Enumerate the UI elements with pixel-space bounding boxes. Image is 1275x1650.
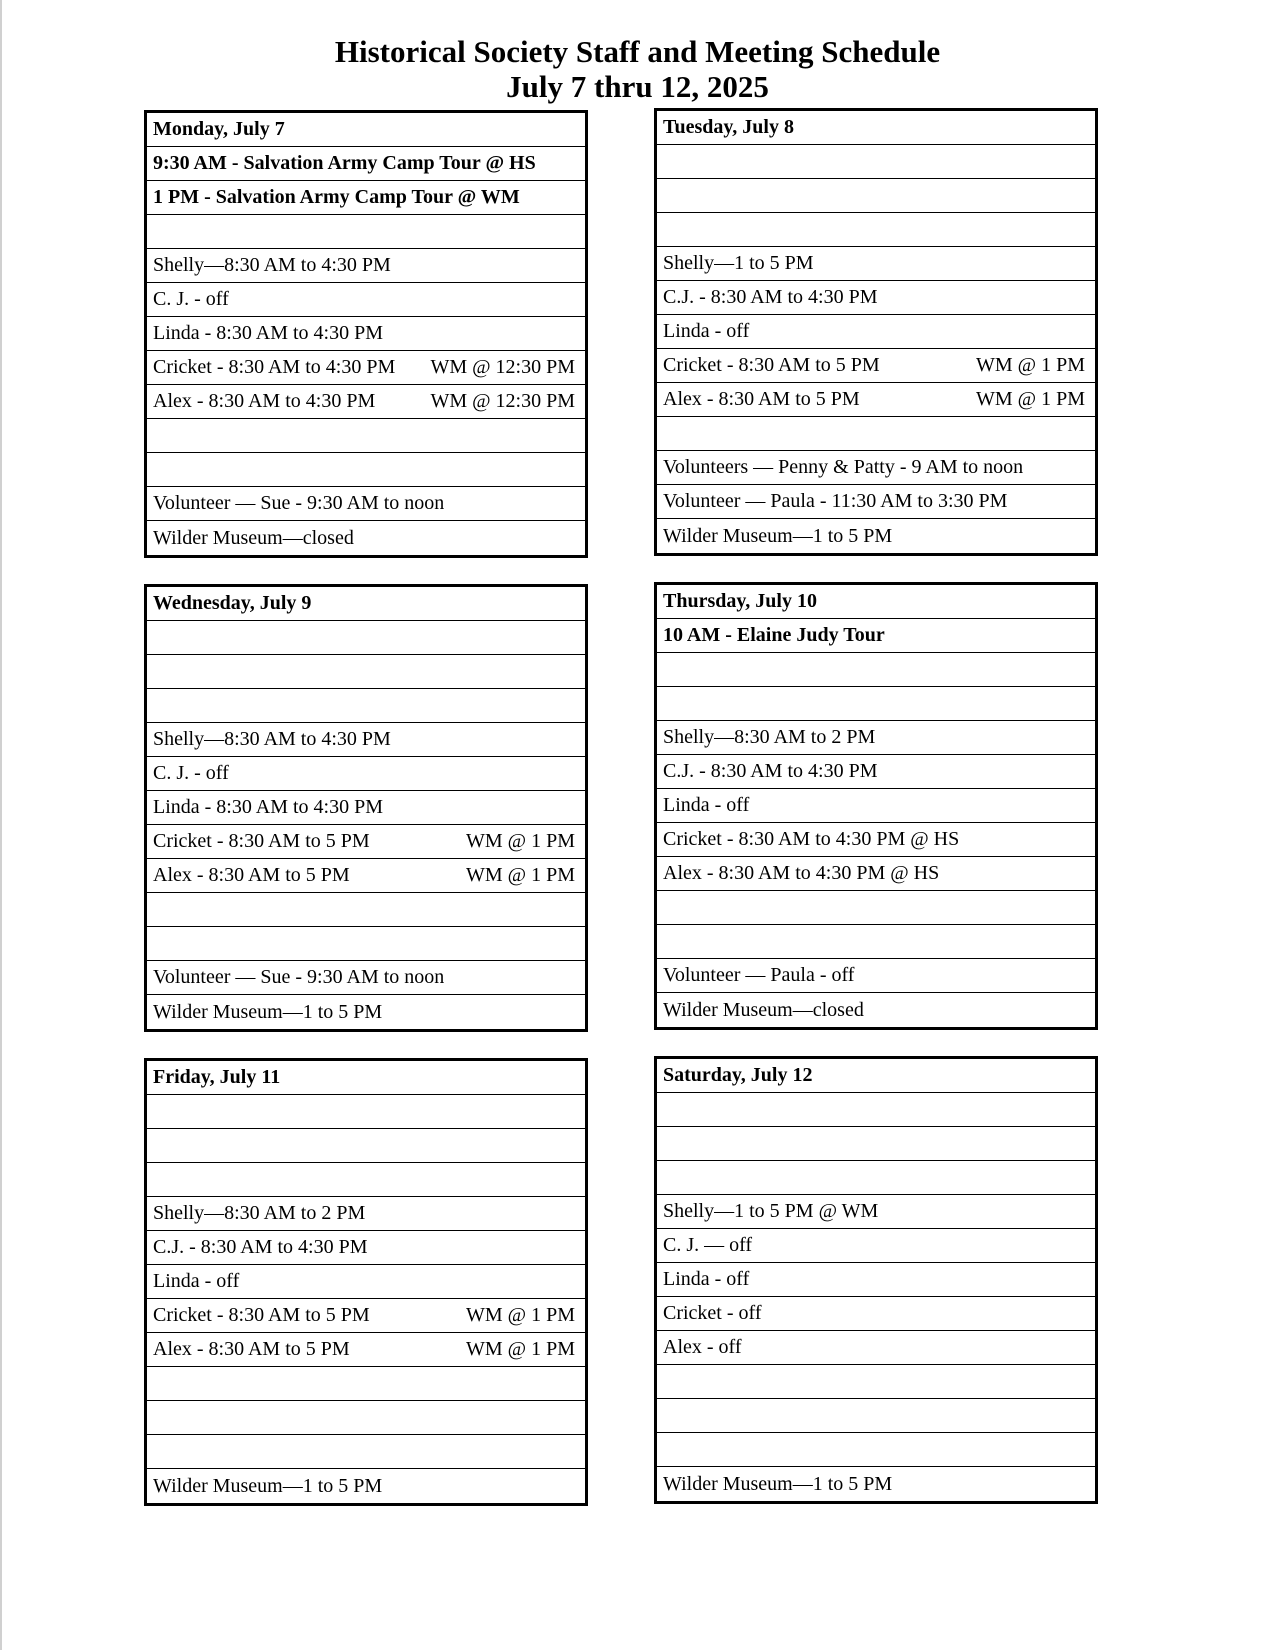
- row-text: Alex - 8:30 AM to 5 PM: [153, 1338, 350, 1360]
- schedule-row: [147, 1333, 585, 1367]
- schedule-row: [657, 687, 1095, 721]
- schedule-row: [657, 925, 1095, 959]
- day-header: [657, 1059, 1095, 1093]
- row-text: 9:30 AM - Salvation Army Camp Tour @ HS: [153, 152, 536, 174]
- day-schedule-saturday: [654, 1056, 1098, 1504]
- schedule-row: [147, 1095, 585, 1129]
- schedule-row: [147, 521, 585, 555]
- title-line-1: Historical Society Staff and Meeting Schedule: [334, 34, 941, 69]
- schedule-row: [657, 1399, 1095, 1433]
- schedule-row: [657, 1093, 1095, 1127]
- row-text: Alex - 8:30 AM to 4:30 PM @ HS: [663, 862, 940, 884]
- day-header: [147, 1061, 585, 1095]
- day-title: Monday, July 7: [153, 118, 285, 140]
- schedule-row: [147, 893, 585, 927]
- schedule-row: [657, 315, 1095, 349]
- schedule-row: [147, 927, 585, 961]
- schedule-row: [657, 857, 1095, 891]
- schedule-row: [147, 723, 585, 757]
- schedule-row: [657, 1467, 1095, 1501]
- day-title: Saturday, July 12: [663, 1064, 813, 1086]
- schedule-row: [147, 283, 585, 317]
- schedule-row: [147, 1231, 585, 1265]
- row-text: Wilder Museum—1 to 5 PM: [663, 1472, 893, 1495]
- day-title: Friday, July 11: [153, 1066, 281, 1088]
- schedule-row: [657, 891, 1095, 925]
- schedule-row: [147, 1401, 585, 1435]
- row-text: Shelly—8:30 AM to 4:30 PM: [153, 254, 391, 276]
- row-location: WM @ 1 PM: [466, 1338, 575, 1360]
- day-header: [147, 587, 585, 621]
- schedule-row: [147, 487, 585, 521]
- schedule-row: [147, 689, 585, 723]
- row-text: Wilder Museum—1 to 5 PM: [663, 524, 893, 547]
- schedule-row: [657, 519, 1095, 553]
- schedule-row: [657, 1195, 1095, 1229]
- schedule-row: [147, 1129, 585, 1163]
- event-row: [147, 181, 585, 215]
- schedule-row: [147, 1435, 585, 1469]
- row-location: WM @ 1 PM: [466, 864, 575, 886]
- schedule-row: [147, 317, 585, 351]
- page-title: [0, 34, 1275, 104]
- schedule-row: [657, 789, 1095, 823]
- schedule-row: [147, 995, 585, 1029]
- schedule-row: [147, 825, 585, 859]
- row-text: Linda - 8:30 AM to 4:30 PM: [153, 322, 384, 344]
- row-text: C. J. - off: [153, 288, 229, 310]
- row-text: C.J. - 8:30 AM to 4:30 PM: [663, 760, 878, 782]
- schedule-row: [147, 961, 585, 995]
- schedule-row: [147, 1299, 585, 1333]
- schedule-row: [147, 791, 585, 825]
- schedule-row: [657, 417, 1095, 451]
- day-title: Tuesday, July 8: [663, 116, 794, 138]
- row-location: WM @ 12:30 PM: [430, 390, 575, 412]
- day-schedule-wednesday: [144, 584, 588, 1032]
- schedule-row: [147, 1265, 585, 1299]
- schedule-row: [657, 1433, 1095, 1467]
- row-text: C. J. — off: [663, 1234, 753, 1256]
- row-text: Shelly—8:30 AM to 2 PM: [663, 726, 876, 748]
- schedule-row: [147, 1367, 585, 1401]
- row-text: Cricket - 8:30 AM to 4:30 PM @ HS: [663, 828, 960, 850]
- row-text: 10 AM - Elaine Judy Tour: [663, 624, 885, 646]
- schedule-row: [657, 349, 1095, 383]
- schedule-row: [147, 1469, 585, 1503]
- schedule-row: [147, 249, 585, 283]
- page-edge: [0, 0, 2, 1650]
- row-text: Alex - 8:30 AM to 5 PM: [663, 388, 860, 410]
- row-location: WM @ 1 PM: [976, 388, 1085, 410]
- schedule-row: [147, 215, 585, 249]
- row-text: Cricket - 8:30 AM to 5 PM: [153, 1304, 370, 1326]
- row-text: Alex - 8:30 AM to 5 PM: [153, 864, 350, 886]
- schedule-row: [657, 721, 1095, 755]
- day-schedule-friday: [144, 1058, 588, 1506]
- schedule-row: [657, 1365, 1095, 1399]
- row-text: Cricket - off: [663, 1302, 762, 1324]
- schedule-row: [657, 383, 1095, 417]
- title-line-2: July 7 thru 12, 2025: [506, 69, 769, 104]
- schedule-row: [657, 653, 1095, 687]
- schedule-row: [147, 351, 585, 385]
- schedule-row: [147, 419, 585, 453]
- row-text: Wilder Museum—closed: [153, 526, 354, 549]
- row-text: Shelly—1 to 5 PM: [663, 252, 814, 274]
- row-text: Volunteer — Sue - 9:30 AM to noon: [153, 966, 445, 988]
- row-text: Volunteers — Penny & Patty - 9 AM to noon: [663, 456, 1024, 478]
- schedule-row: [147, 757, 585, 791]
- schedule-row: [147, 655, 585, 689]
- row-text: Linda - off: [153, 1270, 240, 1292]
- row-text: Linda - 8:30 AM to 4:30 PM: [153, 796, 384, 818]
- schedule-row: [657, 755, 1095, 789]
- schedule-row: [657, 1263, 1095, 1297]
- schedule-row: [147, 621, 585, 655]
- schedule-row: [657, 451, 1095, 485]
- schedule-row: [147, 1197, 585, 1231]
- day-schedule-monday: [144, 110, 588, 558]
- row-text: Wilder Museum—1 to 5 PM: [153, 1000, 383, 1023]
- schedule-row: [147, 859, 585, 893]
- schedule-row: [657, 1297, 1095, 1331]
- schedule-row: [657, 959, 1095, 993]
- row-text: Linda - off: [663, 1268, 750, 1290]
- schedule-row: [147, 1163, 585, 1197]
- row-text: C. J. - off: [153, 762, 229, 784]
- schedule-row: [657, 823, 1095, 857]
- day-header: [657, 111, 1095, 145]
- schedule-row: [657, 179, 1095, 213]
- row-text: Cricket - 8:30 AM to 4:30 PM: [153, 356, 396, 378]
- row-location: WM @ 1 PM: [976, 354, 1085, 376]
- row-location: WM @ 1 PM: [466, 830, 575, 852]
- row-text: Alex - off: [663, 1336, 742, 1358]
- row-text: C.J. - 8:30 AM to 4:30 PM: [663, 286, 878, 308]
- day-header: [657, 585, 1095, 619]
- row-text: C.J. - 8:30 AM to 4:30 PM: [153, 1236, 368, 1258]
- day-title: Thursday, July 10: [663, 590, 817, 612]
- row-text: Linda - off: [663, 794, 750, 816]
- schedule-row: [657, 1229, 1095, 1263]
- row-location: WM @ 1 PM: [466, 1304, 575, 1326]
- day-schedule-tuesday: [654, 108, 1098, 556]
- event-row: [657, 619, 1095, 653]
- schedule-row: [657, 993, 1095, 1027]
- row-text: Wilder Museum—closed: [663, 998, 864, 1021]
- schedule-row: [657, 1161, 1095, 1195]
- day-schedule-thursday: [654, 582, 1098, 1030]
- schedule-row: [657, 485, 1095, 519]
- schedule-row: [657, 213, 1095, 247]
- row-text: Shelly—8:30 AM to 4:30 PM: [153, 728, 391, 750]
- row-text: Volunteer — Paula - off: [663, 964, 855, 986]
- row-text: Alex - 8:30 AM to 4:30 PM: [153, 390, 376, 412]
- row-text: 1 PM - Salvation Army Camp Tour @ WM: [153, 186, 520, 208]
- row-text: Cricket - 8:30 AM to 5 PM: [663, 354, 880, 376]
- schedule-row: [657, 1331, 1095, 1365]
- schedule-row: [657, 1127, 1095, 1161]
- row-location: WM @ 12:30 PM: [430, 356, 575, 378]
- schedule-row: [147, 385, 585, 419]
- row-text: Shelly—8:30 AM to 2 PM: [153, 1202, 366, 1224]
- day-title: Wednesday, July 9: [153, 592, 312, 614]
- schedule-row: [657, 281, 1095, 315]
- row-text: Linda - off: [663, 320, 750, 342]
- row-text: Wilder Museum—1 to 5 PM: [153, 1474, 383, 1497]
- event-row: [147, 147, 585, 181]
- row-text: Volunteer — Sue - 9:30 AM to noon: [153, 492, 445, 514]
- schedule-row: [657, 247, 1095, 281]
- row-text: Shelly—1 to 5 PM @ WM: [663, 1200, 879, 1222]
- schedule-row: [657, 145, 1095, 179]
- row-text: Cricket - 8:30 AM to 5 PM: [153, 830, 370, 852]
- schedule-row: [147, 453, 585, 487]
- day-header: [147, 113, 585, 147]
- row-text: Volunteer — Paula - 11:30 AM to 3:30 PM: [663, 490, 1008, 512]
